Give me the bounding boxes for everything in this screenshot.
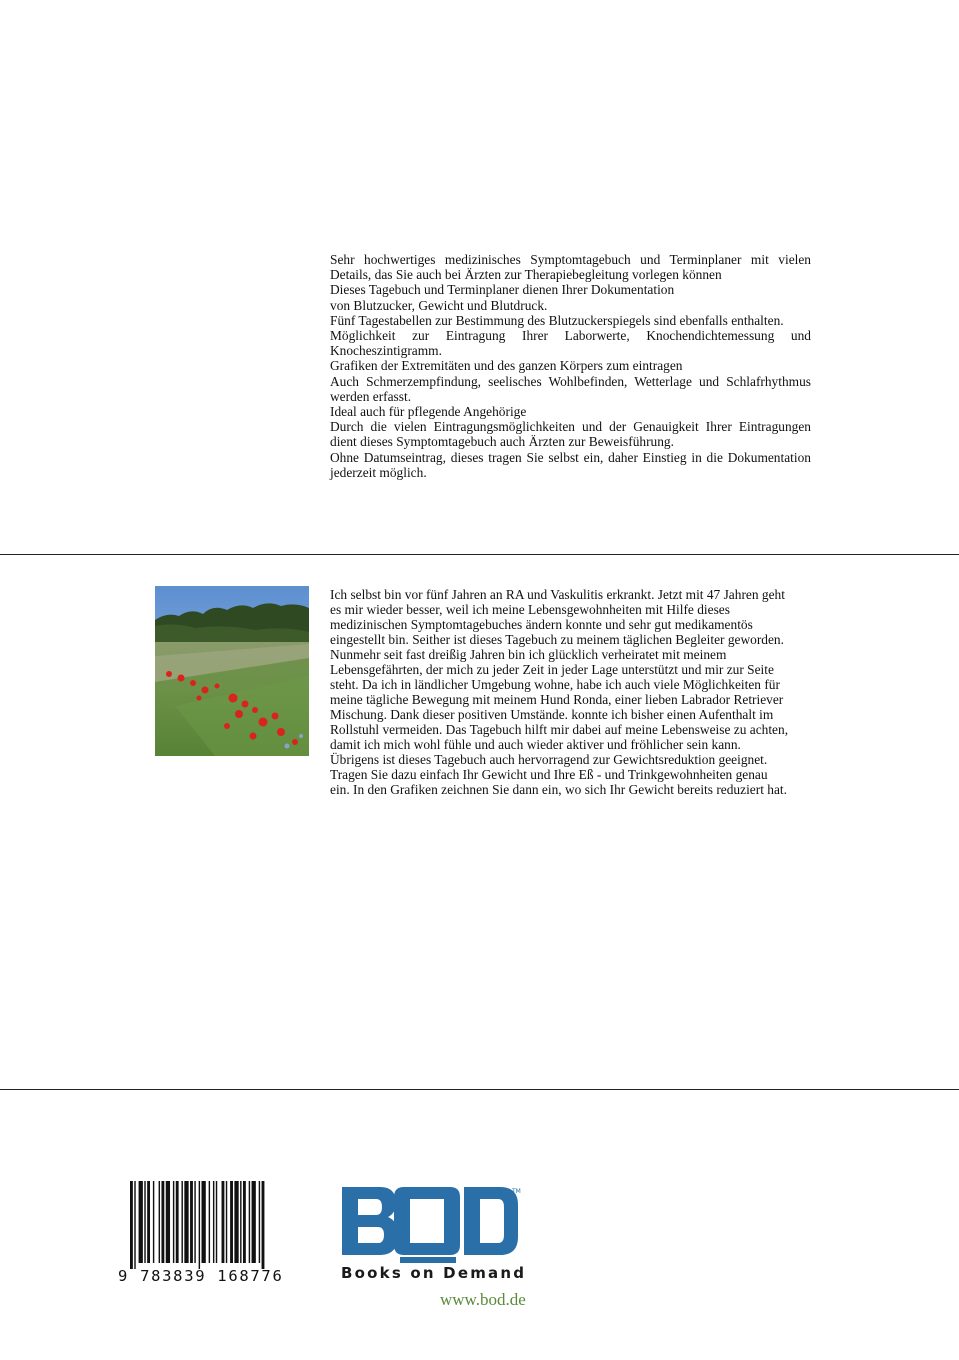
description-line: von Blutzucker, Gewicht und Blutdruck. xyxy=(330,297,548,313)
poppy-field-photo xyxy=(155,586,309,756)
bio-paragraph: Übrigens ist dieses Tagebuch auch hervorragend zur Gewichtsreduktion geeignet. Tragen Sie dazu einfach Ihr Gewicht und Ihre Eß - und Trinkgewohnheiten genau ein. In den Grafiken zeichnen Sie dann ein, wo sich Ihr Gewicht bereits reduziert hat. xyxy=(330,752,787,797)
description-line: Dieses Tagebuch und Terminplaner dienen Ihrer Dokumentation xyxy=(330,282,675,298)
bod-logo xyxy=(340,1183,525,1263)
description-line: Durch die vielen Eintragungsmöglichkeiten und der Genauigkeit Ihrer Eintragungen dient dieses Symptomtagebuch auch Ärzten zur Beweisführung. xyxy=(330,419,811,450)
description-line: Möglichkeit zur Eintragung Ihrer Laborwerte, Knochendichtemessung und Knocheszintigramm. xyxy=(330,328,811,359)
divider-top xyxy=(0,554,959,555)
author-bio xyxy=(330,587,790,797)
book-description xyxy=(330,252,811,480)
description-line: Grafiken der Extremitäten und des ganzen Körpers zum eintragen xyxy=(330,358,683,374)
trademark-mark: TM xyxy=(512,1188,521,1195)
barcode-digits: 9 783839 168776 xyxy=(118,1267,284,1285)
description-line: Fünf Tagestabellen zur Bestimmung des Blutzuckerspiegels sind ebenfalls enthalten. xyxy=(330,312,784,328)
description-line: Ideal auch für pflegende Angehörige xyxy=(330,404,527,420)
bio-paragraph: Ich selbst bin vor fünf Jahren an RA und Vaskulitis erkrankt. Jetzt mit 47 Jahren geht es mir wieder besser, weil ich meine Lebensgewohnheiten mit Hilfe dieses medizinischen Symptomtagebuches ändern konnte und sehr gut medikamentös eingestellt bin. Seither ist dieses Tagebuch zu meinem täglichen Begleiter geworden. Nunmehr seit fast dreißig Jahren bin ich glücklich verheiratet mit meinem Lebensgefährten, der mich zu jeder Zeit in jeder Lage unterstützt und mir zur Seite steht. Da ich in ländlicher Umgebung wohne, habe ich auch viele Möglichkeiten für meine tägliche Bewegung mit meinem Hund Ronda, einer lieben Labrador Retriever Mischung. Dank dieser positiven Umstände. konnte ich bisher einen Aufenthalt im Rollstuhl vermeiden. Das Tagebuch hilft mir dabei auf meine Lebensweise zu achten, damit ich mich wohl fühle und auch wieder aktiver und fröhlicher sein kann. xyxy=(330,587,789,752)
description-line: Ohne Datumseintrag, dieses tragen Sie selbst ein, daher Einstieg in die Dokumentation jederzeit möglich. xyxy=(330,449,811,480)
bod-tagline: Books on Demand xyxy=(341,1264,527,1282)
description-line: Auch Schmerzempfindung, seelisches Wohlbefinden, Wetterlage und Schlafrhythmus werden erfasst. xyxy=(330,373,811,404)
divider-bottom xyxy=(0,1089,959,1090)
description-line: Sehr hochwertiges medizinisches Symptomtagebuch und Terminplaner mit vielen Details, das Sie auch bei Ärzten zur Therapiebegleitung vorlegen können xyxy=(330,252,811,283)
bod-url[interactable]: www.bod.de xyxy=(440,1290,526,1309)
